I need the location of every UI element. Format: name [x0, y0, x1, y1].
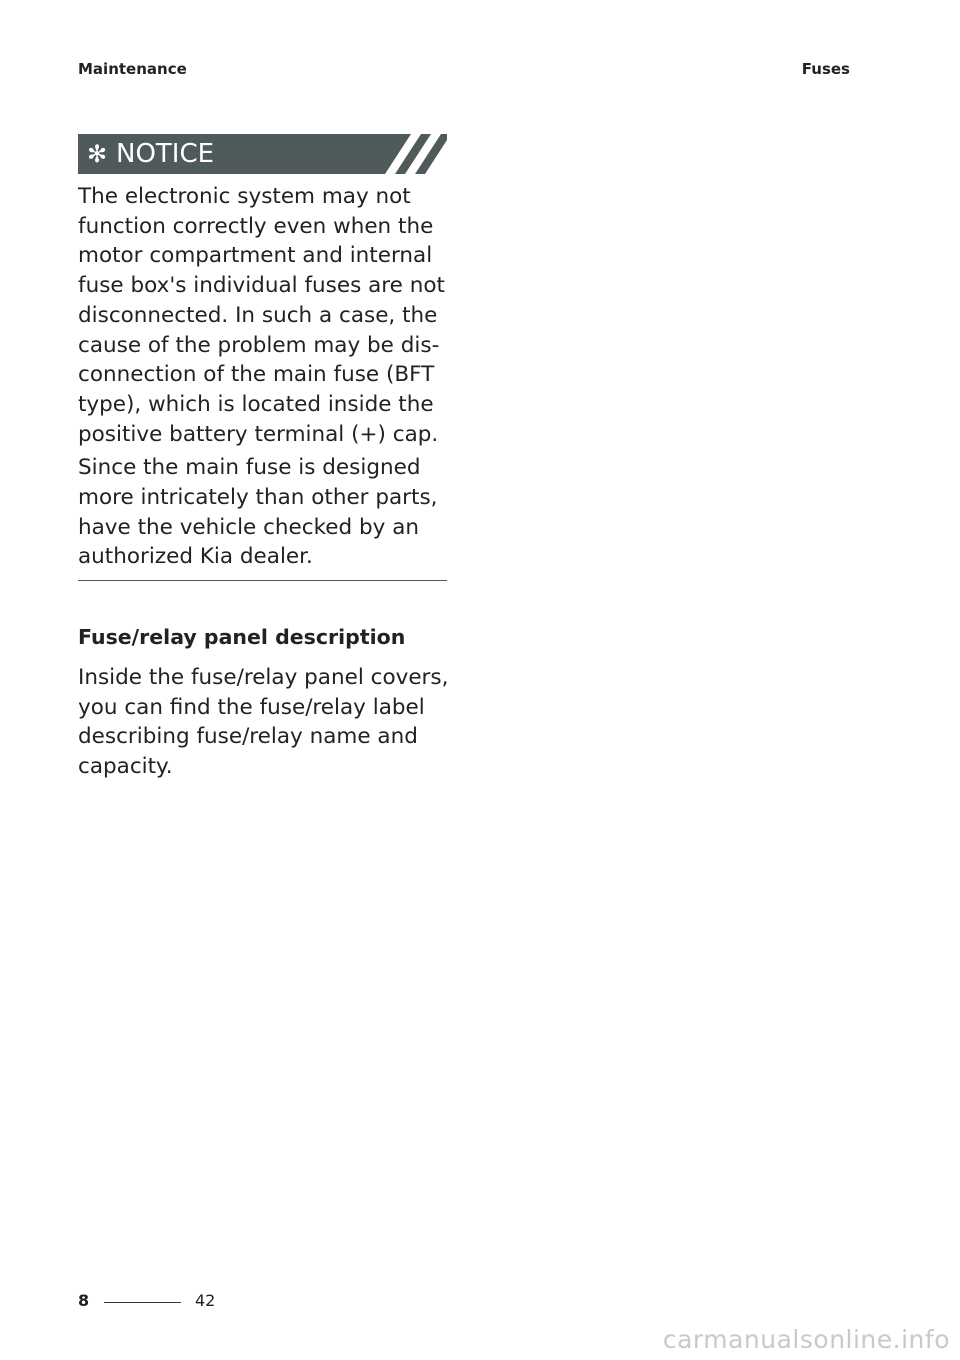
- watermark: carmanualsonline.info: [662, 1325, 950, 1354]
- footer-divider: [104, 1302, 181, 1303]
- section-heading: Fuse/relay panel description: [78, 625, 406, 649]
- notice-divider: [78, 580, 447, 581]
- notice-title: NOTICE: [116, 139, 215, 169]
- running-header-section: Maintenance: [78, 60, 187, 78]
- diagonal-stripes-icon: [377, 134, 447, 174]
- asterisk-icon: ✻: [87, 140, 108, 168]
- notice-paragraph: The electronic system may not function correctly even when the motor compartment and internal fuse box's individual fuses are not disconnected. In such a case, the cause of the problem may be dis-connection of the main fuse (BFT type), which is located inside the positive battery terminal (+) cap.: [78, 184, 445, 447]
- running-header-topic: Fuses: [801, 60, 850, 78]
- chapter-number: 8: [78, 1291, 90, 1310]
- section-body: Inside the fuse/relay panel covers, you can find the fuse/relay label describing fuse/relay name and capacity.: [78, 665, 449, 780]
- notice-body: [78, 182, 450, 576]
- notice-banner: [78, 134, 447, 174]
- notice-paragraph: Since the main fuse is designed more intricately than other parts, have the vehicle checked by an authorized Kia dealer.: [78, 455, 438, 570]
- page-number: 42: [195, 1291, 216, 1310]
